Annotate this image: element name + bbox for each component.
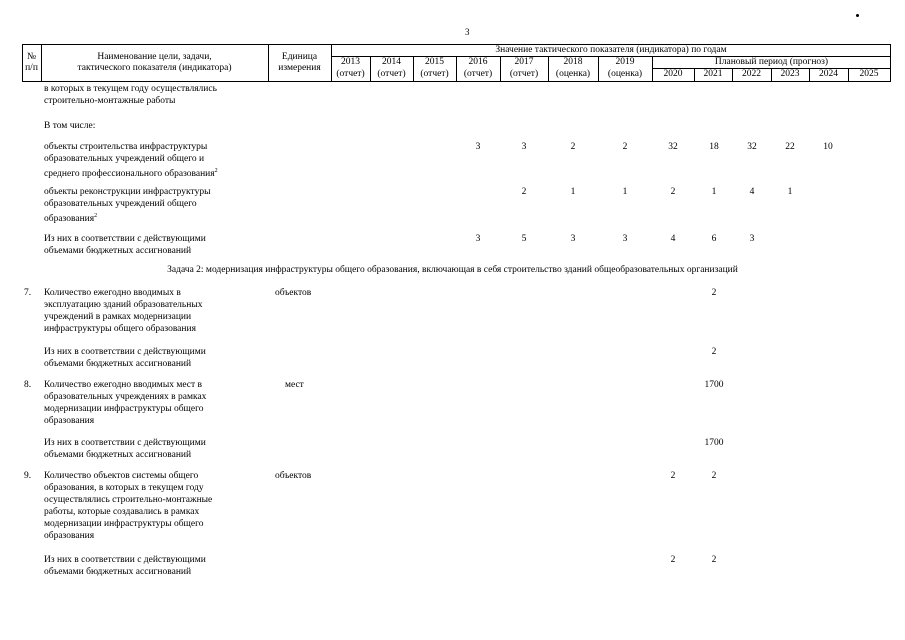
value-2021: 6: [711, 234, 717, 244]
row-text: объемами бюджетных ассигнований: [44, 567, 192, 577]
value-2020: 2: [670, 187, 676, 197]
year-2019: 2019: [615, 57, 635, 67]
value-2018: 2: [570, 142, 576, 152]
row-number: 8.: [24, 380, 32, 390]
footnote-mark: 2: [214, 168, 218, 174]
value-2018: 3: [570, 234, 576, 244]
row-number: 9.: [24, 471, 32, 481]
row-text: Из них в соответствии с действующими: [44, 234, 206, 244]
value-2016: 3: [475, 234, 481, 244]
value-2017: 3: [521, 142, 527, 152]
col-name-label-1: Наименование цели, задачи,: [97, 52, 212, 62]
row-text: образовательных учреждений общего: [44, 199, 197, 209]
plan-year-2025: 2025: [859, 69, 879, 79]
year-2015-sub: (отчет): [420, 69, 449, 79]
year-2015: 2015: [425, 57, 444, 67]
value-2024: 10: [823, 142, 833, 152]
value-2020: 32: [668, 142, 678, 152]
year-2016: 2016: [468, 57, 488, 67]
row-text: модернизации инфраструктуры общего: [44, 519, 204, 529]
value-2016: 3: [475, 142, 481, 152]
row-text: Из них в соответствии с действующими: [44, 438, 206, 448]
row-unit: объектов: [275, 471, 312, 481]
value-2018: 1: [570, 187, 576, 197]
value-2019: 3: [622, 234, 628, 244]
col-no-sub: п/п: [25, 63, 38, 73]
row-unit: мест: [285, 380, 304, 390]
year-2017-sub: (отчет): [509, 69, 539, 79]
row-text: инфраструктуры общего образования: [44, 324, 196, 334]
year-2018: 2018: [563, 57, 583, 67]
value-2020: 2: [670, 555, 676, 565]
footnote-mark: 2: [94, 213, 98, 219]
row-text: образовательных учреждений общего и: [44, 154, 205, 164]
value-2021: 1700: [704, 438, 724, 448]
year-2019-sub: (оценка): [607, 69, 643, 79]
value-2021: 2: [711, 347, 717, 357]
row-text: объемами бюджетных ассигнований: [44, 450, 192, 460]
col-unit-label-2: измерения: [278, 63, 321, 73]
row-text: Количество ежегодно вводимых мест в: [44, 380, 203, 390]
value-2022: 4: [749, 187, 755, 197]
value-2020: 4: [670, 234, 676, 244]
row-text: работы, которые создавались в рамках: [44, 507, 200, 517]
row-text: образования: [44, 531, 95, 541]
scan-dot: [856, 14, 859, 17]
values-title: Значение тактического показателя (индикатора) по годам: [495, 45, 727, 55]
year-2014: 2014: [382, 57, 401, 67]
plan-year-2021: 2021: [703, 69, 723, 79]
row-text: Из них в соответствии с действующими: [44, 555, 206, 565]
row-text: Из них в соответствии с действующими: [44, 347, 206, 357]
row-text: В том числе:: [44, 121, 96, 131]
value-2017: 2: [521, 187, 527, 197]
row-text: образования, в которых в текущем году: [44, 483, 204, 493]
plan-year-2020: 2020: [663, 69, 683, 79]
col-no-label: №: [26, 52, 37, 62]
header-bottom-rule: [22, 81, 891, 82]
value-2019: 1: [622, 187, 628, 197]
value-2022: 3: [749, 234, 755, 244]
col-unit-label-1: Единица: [281, 52, 318, 62]
row-unit: объектов: [275, 288, 312, 298]
year-2018-sub: (оценка): [555, 69, 591, 79]
row-number: 7.: [24, 288, 32, 298]
year-2014-sub: (отчет): [377, 69, 406, 79]
plan-year-2023: 2023: [780, 69, 800, 79]
value-2020: 2: [670, 471, 676, 481]
value-2019: 2: [622, 142, 628, 152]
row-text: строительно-монтажные работы: [44, 96, 176, 106]
value-2021: 2: [711, 555, 717, 565]
row-text-line: образования: [44, 214, 95, 225]
row-text: [44, 211, 97, 226]
value-2021: 1: [711, 187, 717, 197]
row-text: Количество объектов системы общего: [44, 471, 199, 481]
value-2021: 1700: [704, 380, 724, 390]
row-text: объемами бюджетных ассигнований: [44, 246, 192, 256]
row-text: учреждений в рамках модернизации: [44, 312, 192, 322]
row-text: модернизации инфраструктуры общего: [44, 404, 204, 414]
row-text: объекты реконструкции инфраструктуры: [44, 187, 211, 197]
row-text: осуществлялись строительно-монтажные: [44, 495, 213, 505]
row-text: объемами бюджетных ассигнований: [44, 359, 192, 369]
plan-title: Плановый период (прогноз): [714, 57, 829, 67]
row-text: образовательных учреждениях в рамках: [44, 392, 207, 402]
col-name-label-2: тактического показателя (индикатора): [77, 63, 232, 73]
row-text: [44, 166, 218, 181]
value-2021: 2: [711, 288, 717, 298]
plan-year-2024: 2024: [819, 69, 838, 79]
value-2017: 5: [521, 234, 527, 244]
plan-year-2022: 2022: [742, 69, 761, 79]
year-2017: 2017: [514, 57, 534, 67]
year-2013-sub: (отчет): [336, 69, 365, 79]
value-2021: 2: [711, 471, 717, 481]
value-2022: 32: [747, 142, 757, 152]
row-text-line: среднего профессионального образования: [44, 169, 215, 180]
row-text: эксплуатацию зданий образовательных: [44, 300, 203, 310]
page-number: 3: [465, 27, 470, 37]
year-2016-sub: (отчет): [463, 69, 493, 79]
row-text: в которых в текущем году осуществлялись: [44, 84, 217, 94]
row-text: объекты строительства инфраструктуры: [44, 142, 208, 152]
row-text: Количество ежегодно вводимых в: [44, 288, 181, 298]
value-2021: 18: [709, 142, 719, 152]
task-heading: Задача 2: модернизация инфраструктуры общего образования, включающая в себя строительство зданий общеобразовательных организаций: [167, 265, 738, 275]
row-text: образования: [44, 416, 95, 426]
value-2023: 1: [787, 187, 793, 197]
value-2023: 22: [785, 142, 795, 152]
year-2013: 2013: [341, 57, 360, 67]
